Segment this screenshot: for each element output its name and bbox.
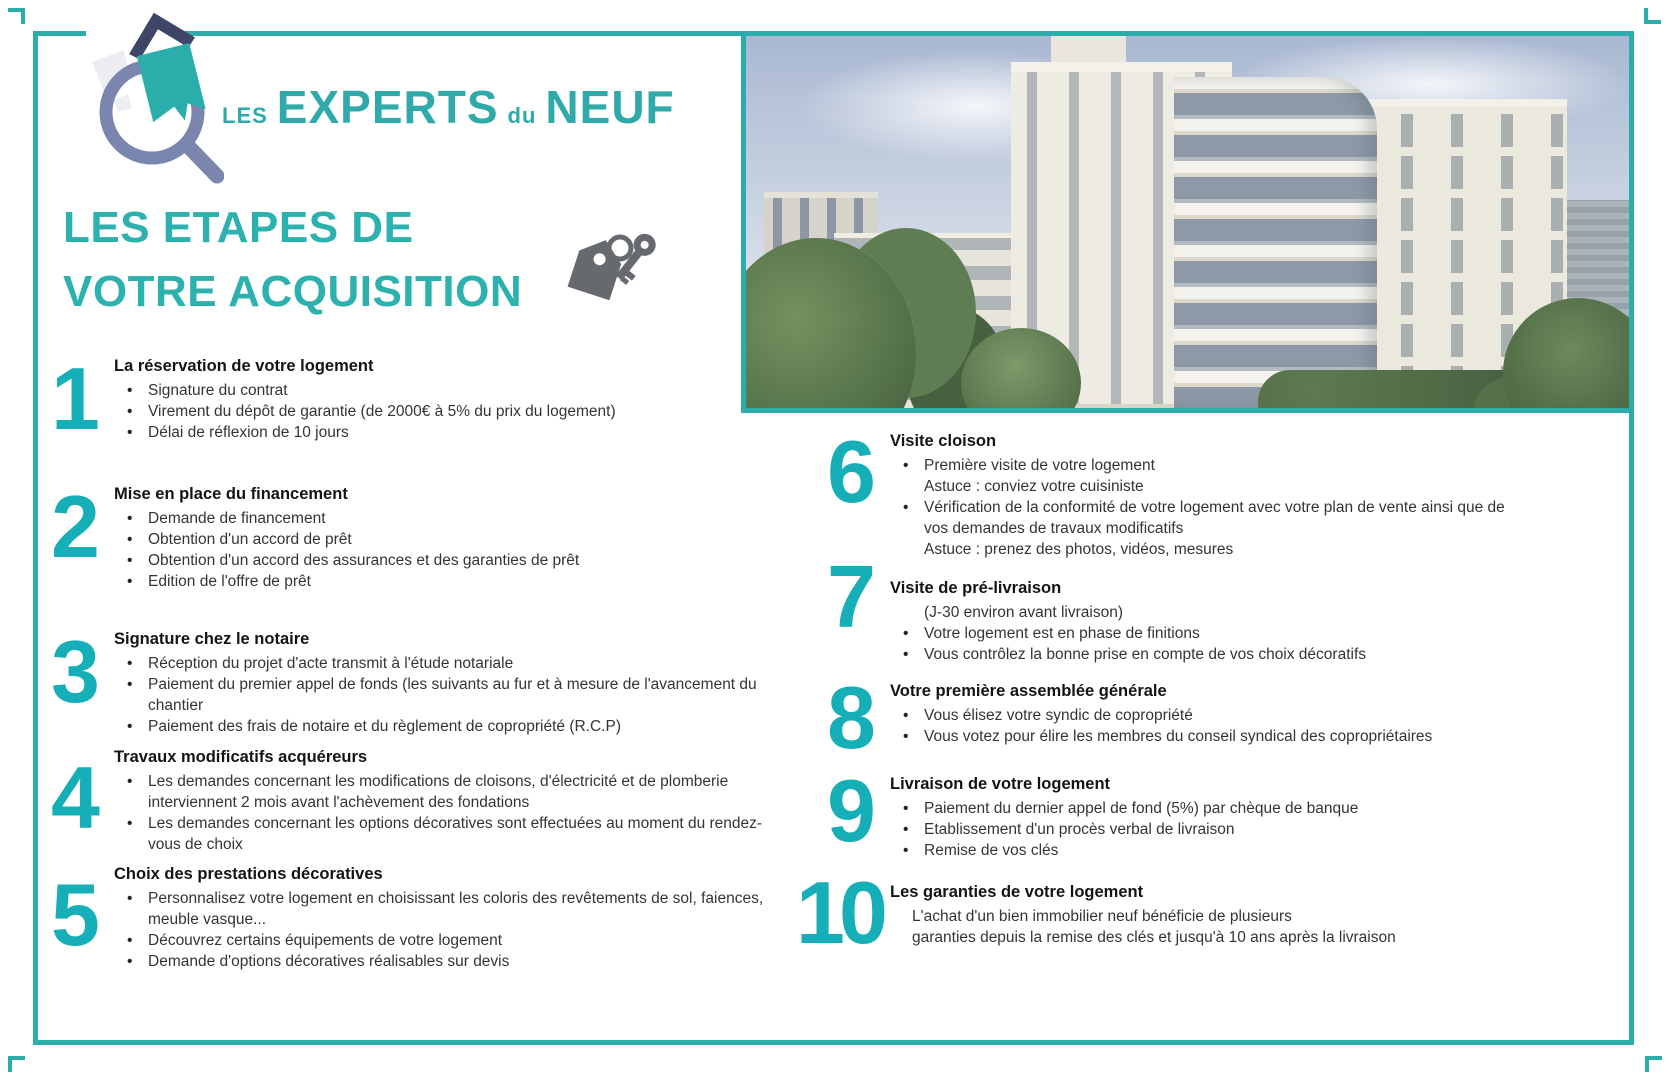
corner-bracket-icon [8, 1056, 25, 1072]
step-bullet: • Remise de vos clés [890, 840, 1518, 861]
corner-bracket-icon [1645, 1056, 1662, 1072]
step-bullet: • Vous contrôlez la bonne prise en compte de vos choix décoratifs [890, 644, 1518, 665]
keys-icon [558, 218, 678, 314]
step-bullet: • Première visite de votre logement [890, 455, 1518, 476]
step-heading: Visite de pré-livraison [890, 579, 1062, 597]
step-bullet: • Paiement du premier appel de fonds (les suivants au fur et à mesure de l'avancement du chantier [114, 674, 790, 716]
step-bullet: • Les demandes concernant les modifications de cloisons, d'électricité et de plomberie interviennent 2 mois avant l'achèvement des fondations [114, 771, 790, 813]
step-note: Astuce : prenez des photos, vidéos, mesures [924, 541, 1234, 558]
page-title-line1: LES ETAPES DE [63, 203, 414, 252]
step-number: 5 [51, 865, 98, 964]
step-heading: Signature chez le notaire [114, 630, 310, 648]
step-heading: Les garanties de votre logement [890, 883, 1144, 901]
step-5 [40, 864, 790, 972]
step-bullet: • Obtention d'un accord de prêt [114, 529, 790, 550]
step-note: (J-30 environ avant livraison) [924, 604, 1124, 621]
step-1 [40, 349, 790, 448]
step-bullet: • Vous élisez votre syndic de copropriété [890, 705, 1518, 726]
step-heading: Livraison de votre logement [890, 775, 1111, 793]
brand-word-neuf: NEUF [545, 81, 675, 133]
step-number: 1 [51, 349, 98, 448]
step-number: 8 [827, 668, 874, 767]
step-heading: Mise en place du financement [114, 485, 348, 503]
step-9 [796, 761, 1518, 861]
step-number: 6 [827, 422, 874, 521]
brand-word-experts: EXPERTS [276, 81, 499, 133]
step-note: Astuce : conviez votre cuisiniste [924, 478, 1144, 495]
step-bullet: • Edition de l'offre de prêt [114, 571, 790, 592]
page-title [63, 196, 522, 324]
step-heading: Votre première assemblée générale [890, 682, 1167, 700]
house-magnifier-icon [84, 0, 224, 185]
step-bullet: • Les demandes concernant les options décoratives sont effectuées au moment du rendez-vous de choix [114, 813, 790, 855]
step-bullet: • Paiement du dernier appel de fond (5%) par chèque de banque [890, 798, 1518, 819]
brand-word-du: du [507, 103, 537, 128]
step-number: 3 [51, 622, 98, 721]
brand-logo [222, 80, 675, 134]
step-number: 9 [827, 761, 874, 860]
step-bullet: • Découvrez certains équipements de votre logement [114, 930, 790, 951]
step-heading: Travaux modificatifs acquéreurs [114, 748, 368, 766]
step-bullet: • Signature du contrat [114, 380, 790, 401]
step-2 [40, 477, 790, 592]
step-number: 10 [796, 863, 882, 962]
step-heading: La réservation de votre logement [114, 357, 374, 375]
step-bullet: • Demande d'options décoratives réalisables sur devis [114, 951, 790, 972]
step-10 [796, 863, 1518, 962]
step-note: L'achat d'un bien immobilier neuf bénéficie de plusieurs [912, 908, 1292, 925]
step-bullet: • Vérification de la conformité de votre logement avec votre plan de vente ainsi que de vos demandes de travaux modificatifs [890, 497, 1518, 539]
step-bullet: • Votre logement est en phase de finitions [890, 623, 1518, 644]
step-bullet: • Etablissement d'un procès verbal de livraison [890, 819, 1518, 840]
step-6 [796, 422, 1518, 560]
step-note: garanties depuis la remise des clés et jusqu'à 10 ans après la livraison [912, 929, 1396, 946]
step-8 [796, 668, 1518, 767]
step-heading: Visite cloison [890, 432, 997, 450]
step-bullet: • Virement du dépôt de garantie (de 2000€ à 5% du prix du logement) [114, 401, 790, 422]
step-bullet: • Réception du projet d'acte transmit à l'étude notariale [114, 653, 790, 674]
corner-bracket-icon [1644, 8, 1661, 24]
step-3 [40, 622, 790, 737]
step-number: 4 [51, 748, 98, 847]
step-bullet: • Délai de réflexion de 10 jours [114, 422, 790, 443]
step-heading: Choix des prestations décoratives [114, 865, 383, 883]
building-curved-balconies [1174, 77, 1377, 408]
step-number: 7 [827, 547, 874, 646]
step-bullet: • Vous votez pour élire les membres du conseil syndical des copropriétaires [890, 726, 1518, 747]
corner-bracket-icon [8, 8, 25, 24]
page-title-line2: VOTRE ACQUISITION [63, 266, 523, 316]
brand-word-les: LES [222, 103, 268, 128]
step-bullet: • Obtention d'un accord des assurances et des garanties de prêt [114, 550, 790, 571]
step-bullet: • Personnalisez votre logement en choisissant les coloris des revêtements de sol, faiences, meuble vasque... [114, 888, 790, 930]
step-4 [40, 747, 790, 855]
step-number: 2 [51, 477, 98, 576]
step-bullet: • Paiement des frais de notaire et du règlement de copropriété (R.C.P) [114, 716, 790, 737]
building-photo [741, 31, 1634, 413]
step-bullet: • Demande de financement [114, 508, 790, 529]
